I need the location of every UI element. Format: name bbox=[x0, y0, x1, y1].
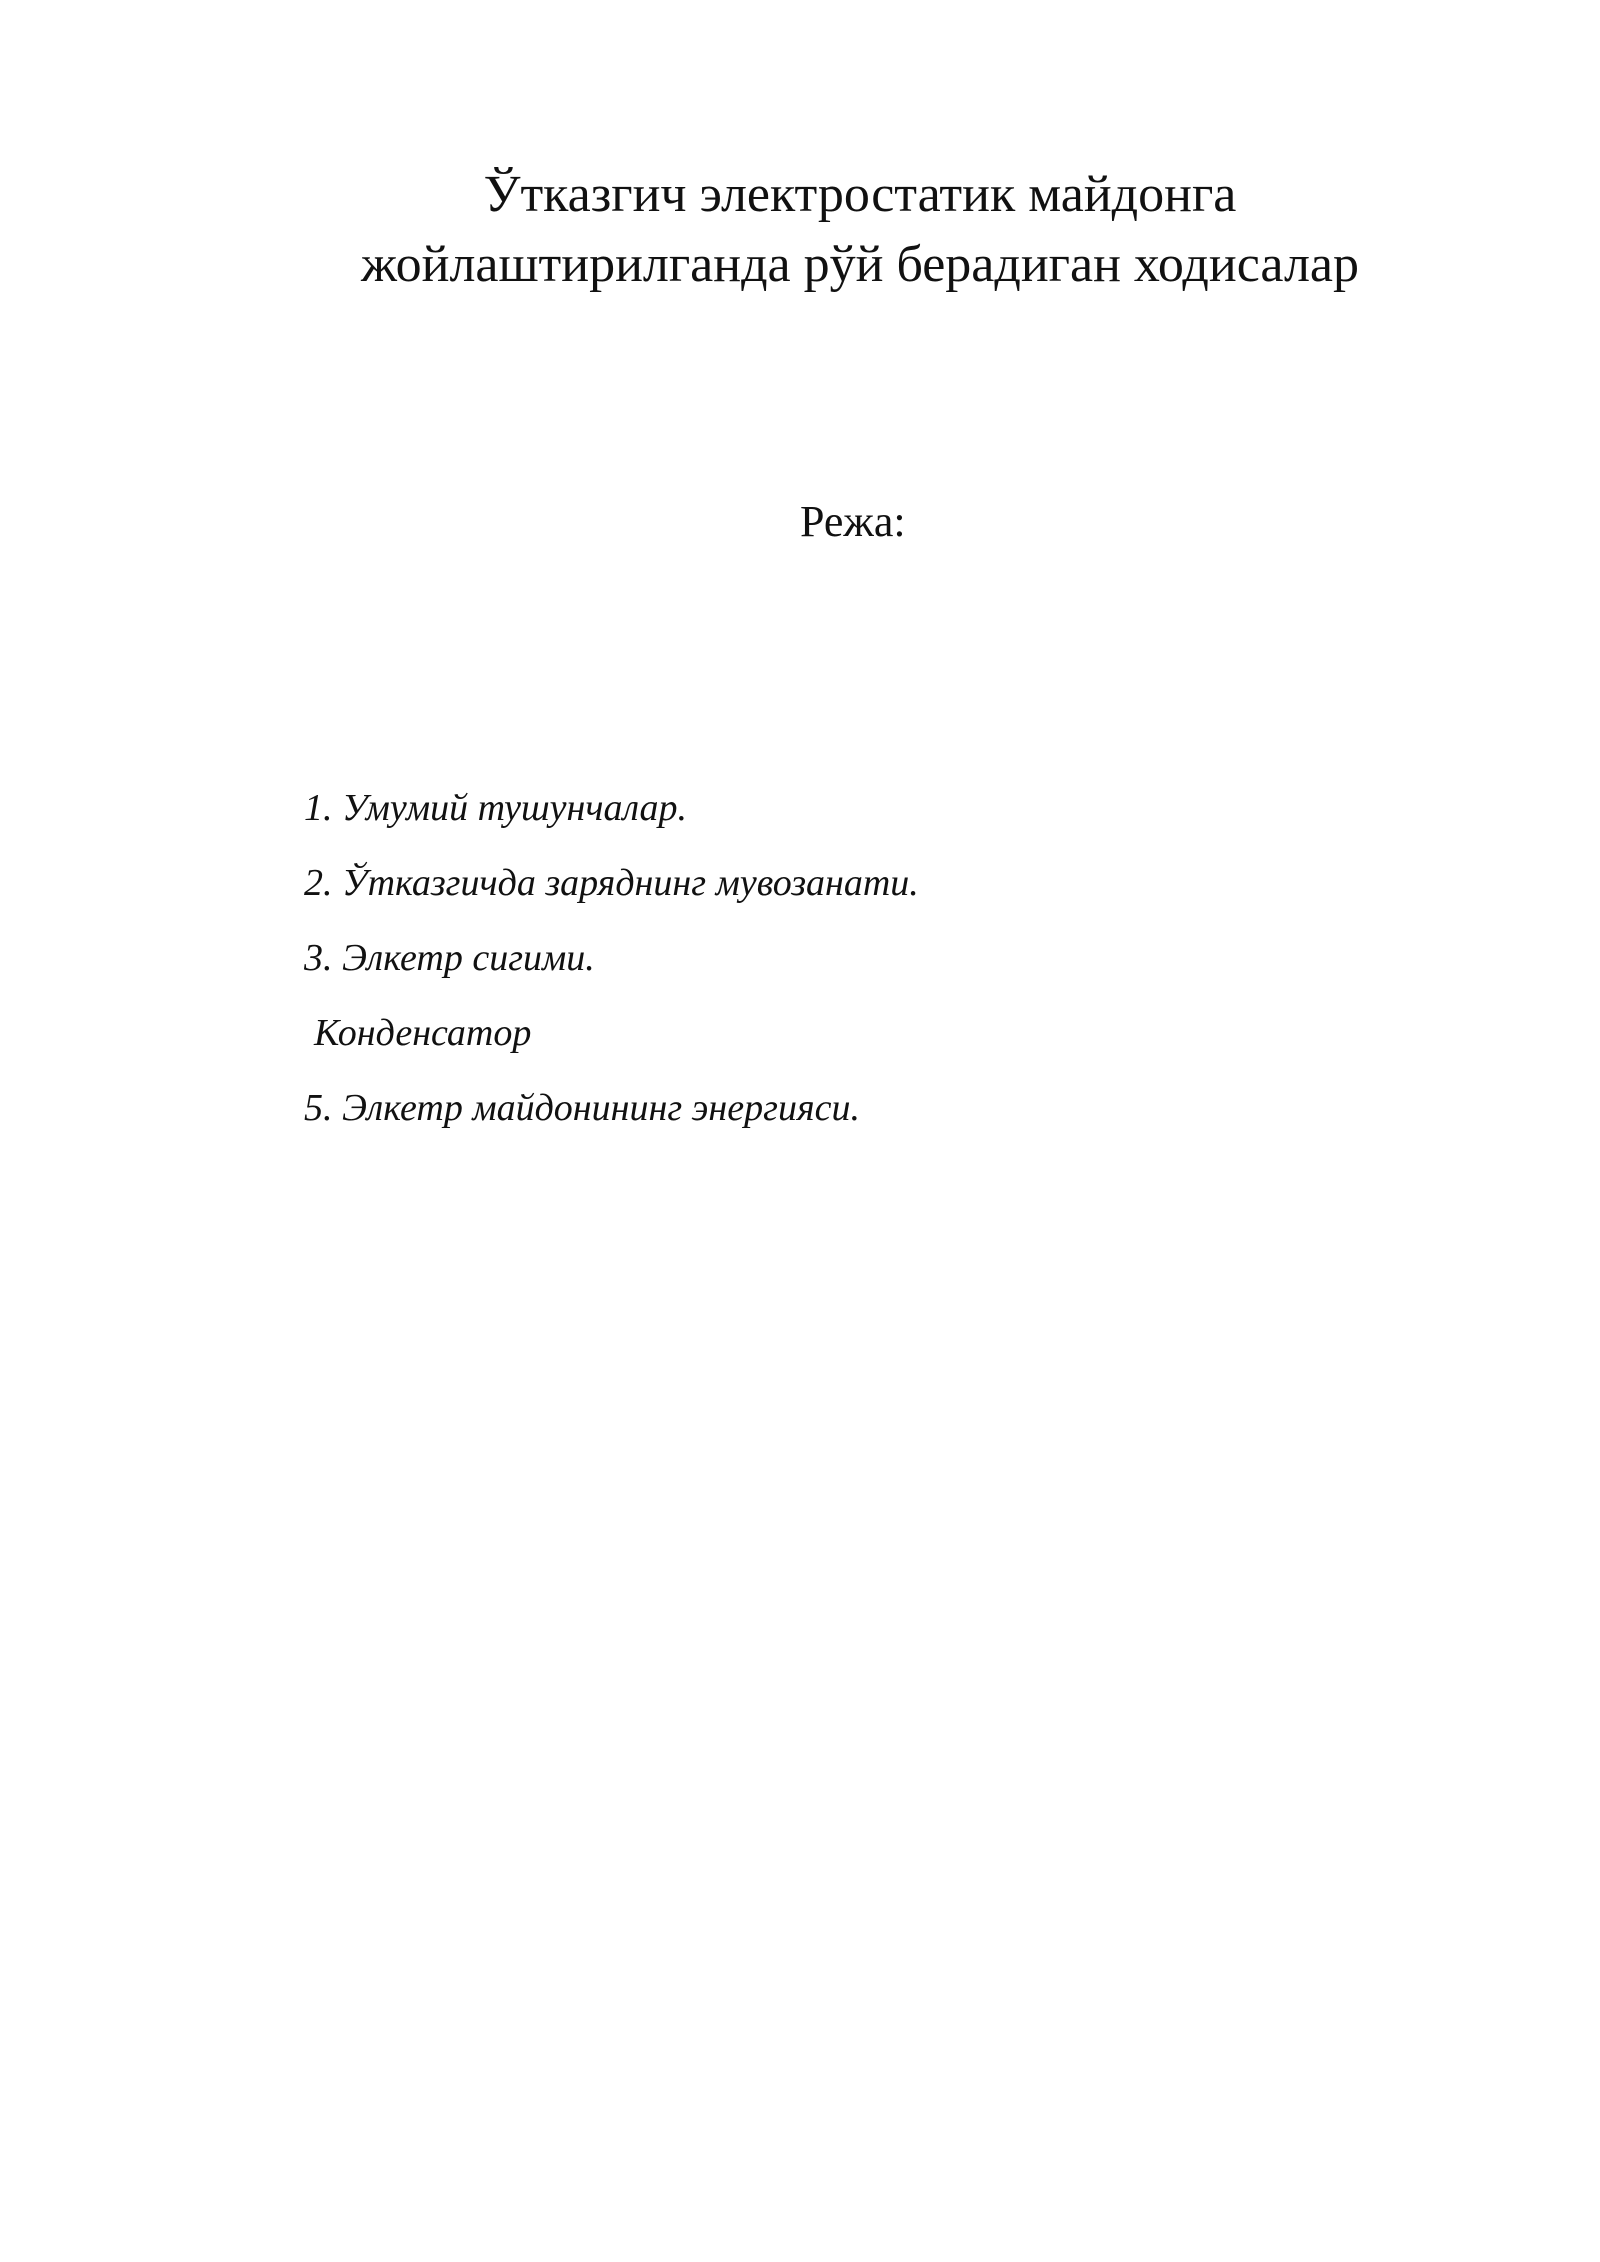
document-title-line-1: Ўтказгич электростатик майдонга bbox=[483, 166, 1237, 223]
plan-item: 5. Элкетр майдонининг энергияси. bbox=[304, 1087, 861, 1129]
plan-item: Конденсатор bbox=[314, 1012, 532, 1054]
document-title-line-2: жойлаштирилганда рўй берадиган ходисалар bbox=[360, 236, 1359, 293]
plan-item: 1. Умумий тушунчалар. bbox=[304, 787, 688, 829]
plan-item: 3. Элкетр сигими. bbox=[304, 937, 595, 979]
plan-heading: Режа: bbox=[800, 497, 906, 546]
plan-item: 2. Ўтказгичда заряднинг мувозанати. bbox=[304, 862, 919, 904]
